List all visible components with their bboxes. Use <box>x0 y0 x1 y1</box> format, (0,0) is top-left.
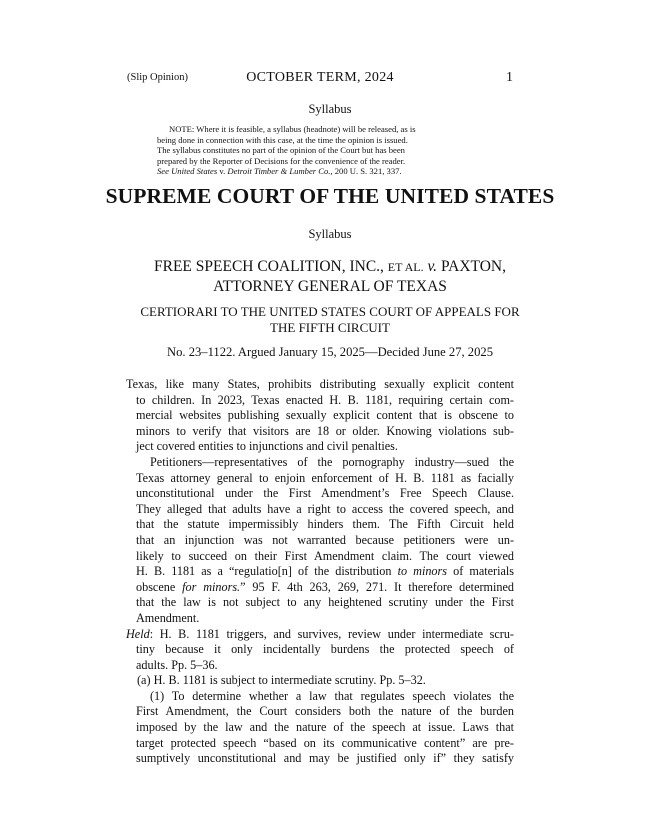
body-text: : H. B. 1181 triggers, and survives, review under intermediate scru- <box>149 626 514 641</box>
petitioner-name: FREE SPEECH COALITION, INC., <box>154 258 384 275</box>
headnote-notice <box>157 124 482 177</box>
body-line: Texas attorney general to enjoin enforcement of H. B. 1181 as facially <box>136 470 514 485</box>
body-italic: for minors. <box>182 579 241 594</box>
body-line: imposed by the law and the nature of the speech at issue. Laws that <box>136 720 514 735</box>
note-see: See <box>157 166 169 177</box>
body-line: Texas, like many States, prohibits distributing sexually explicit content <box>126 377 514 391</box>
body-line: mercial websites publishing sexually explicit content that is obscene to <box>136 408 514 423</box>
body-line: target protected speech “based on its communicative content” are pre- <box>136 735 514 750</box>
body-line <box>126 564 514 580</box>
body-line: ject covered entities to injunctions and civil penalties. <box>136 439 398 454</box>
docket-line: No. 23–1122. Argued January 15, 2025—Decided June 27, 2025 <box>167 345 493 359</box>
running-header <box>127 70 513 88</box>
page-number: 1 <box>506 70 513 85</box>
held-label: Held <box>126 626 150 641</box>
body-line: (1) To determine whether a law that regulates speech violates the <box>150 688 514 703</box>
body-line: First Amendment, the Court considers both the nature of the burden <box>136 704 514 719</box>
note-case-name: United States <box>171 166 218 177</box>
note-line: The syllabus constitutes no part of the opinion of the Court but has been <box>157 145 405 156</box>
note-line: prepared by the Reporter of Decisions for the convenience of the reader. <box>157 155 406 166</box>
body-line <box>126 580 514 596</box>
body-italic: to minors <box>397 564 447 579</box>
body-text: ” 95 F. 4th 263, 269, 271. It therefore determined <box>240 579 514 594</box>
body-line: that the law is not subject to any heightened scrutiny under the First <box>136 595 514 610</box>
note-case-name-2: Detroit Timber & Lumber Co., <box>227 166 333 177</box>
held-line <box>126 627 514 643</box>
certiorari-line-2: THE FIFTH CIRCUIT <box>270 320 390 335</box>
note-v: v. <box>219 166 226 177</box>
court-name: SUPREME COURT OF THE UNITED STATES <box>105 184 555 208</box>
slip-opinion-label: (Slip Opinion) <box>127 72 188 83</box>
note-line: NOTE: Where it is feasible, a syllabus (headnote) will be released, as is <box>169 124 416 134</box>
syllabus-body <box>126 377 514 767</box>
note-cite: 200 U. S. 321, 337. <box>334 166 402 177</box>
body-line: minors to verify that visitors are 18 or older. Knowing violations sub- <box>136 423 514 438</box>
body-line: unconstitutional under the First Amendment’s Free Speech Clause. <box>136 486 514 501</box>
body-line: adults. Pp. 5–36. <box>136 657 218 672</box>
syllabus-heading-2: Syllabus <box>308 227 352 241</box>
body-line: Amendment. <box>136 610 200 625</box>
et-al: ET AL. <box>387 260 424 274</box>
body-text: obscene <box>136 579 176 594</box>
note-citation-line <box>157 166 482 177</box>
case-caption <box>0 257 660 296</box>
note-line: being done in connection with this case, at the time the opinion is issued. <box>157 134 408 145</box>
caption-line-1 <box>0 257 660 277</box>
respondent-name: PAXTON, <box>440 258 506 275</box>
versus: v. <box>427 258 438 275</box>
body-line: sumptively unconstitutional and may be justified only if” they satisfy <box>136 751 514 766</box>
certiorari-heading <box>0 304 660 336</box>
body-line: They alleged that adults have a right to access the covered speech, and <box>136 501 514 516</box>
body-line: to children. In 2023, Texas enacted H. B. 1181, requiring certain com- <box>136 392 514 407</box>
body-line: (a) H. B. 1181 is subject to intermediate scrutiny. Pp. 5–32. <box>137 673 426 688</box>
term-heading: OCTOBER TERM, 2024 <box>246 70 394 85</box>
body-text: of materials <box>453 564 515 579</box>
caption-line-2: ATTORNEY GENERAL OF TEXAS <box>213 278 447 295</box>
body-line: that an injunction was not warranted because petitioners were un- <box>136 532 514 547</box>
body-line: tiny because it only incidentally burdens the protected speech of <box>136 642 514 657</box>
certiorari-line-1: CERTIORARI TO THE UNITED STATES COURT OF APPEALS FOR <box>140 304 520 319</box>
body-line: likely to succeed on their First Amendment claim. The court viewed <box>136 548 514 563</box>
body-line: that the statute impermissibly hinders them. The Fifth Circuit held <box>136 517 514 532</box>
body-text: H. B. 1181 as a “regulatio[n] of the distribution <box>136 564 392 579</box>
syllabus-heading: Syllabus <box>308 102 352 116</box>
body-line: Petitioners—representatives of the pornography industry—sued the <box>150 454 514 469</box>
